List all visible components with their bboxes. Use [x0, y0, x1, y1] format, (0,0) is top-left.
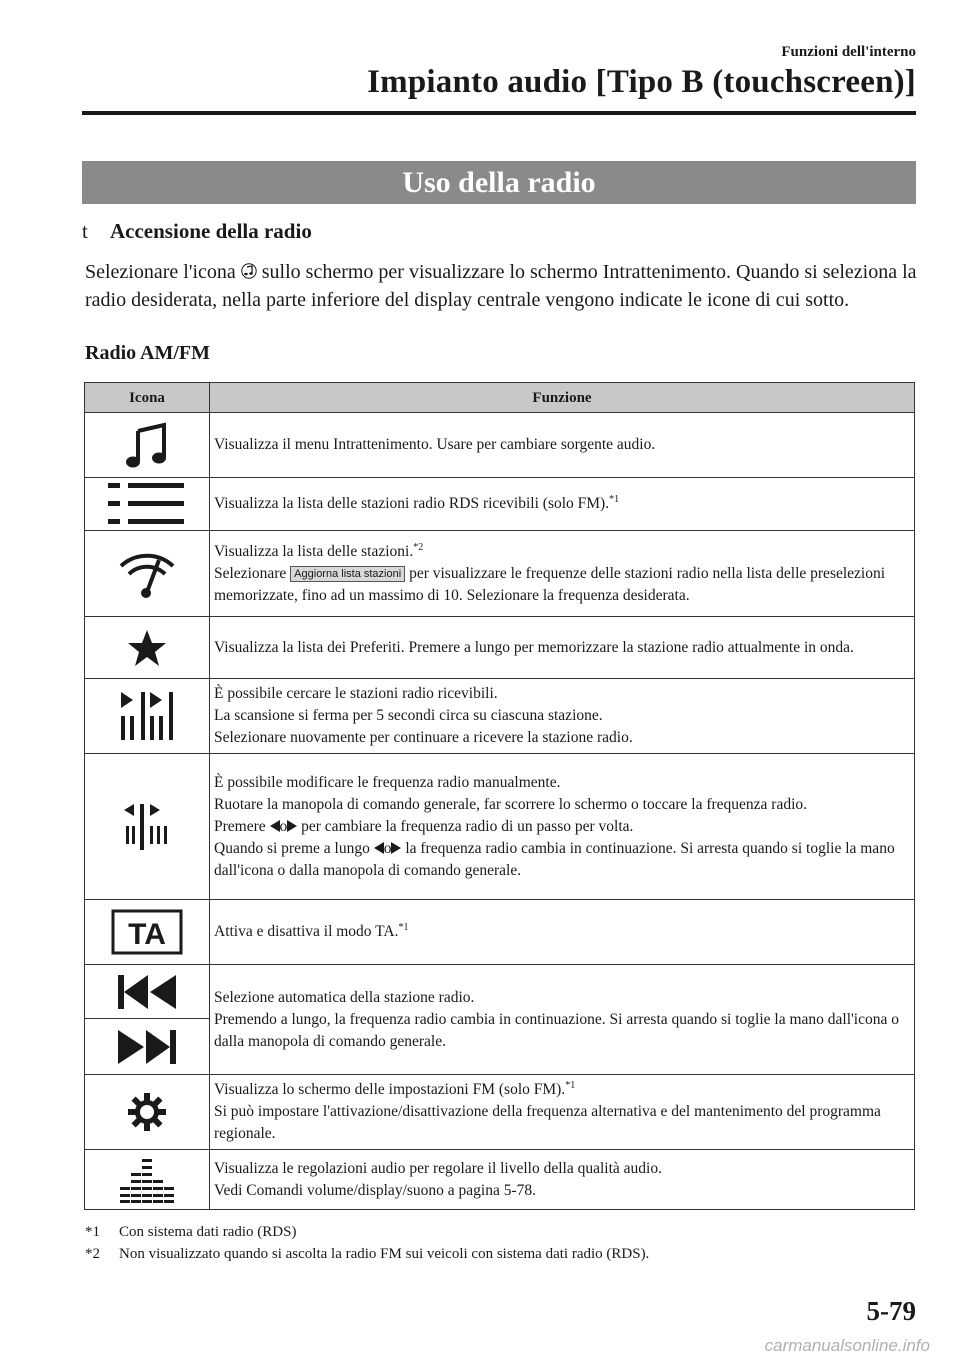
entertainment-icon	[241, 262, 257, 280]
intro-text-a: Selezionare l'icona	[85, 261, 236, 283]
seek-back-icon	[116, 973, 178, 1011]
row-text: Visualizza la lista dei Preferiti. Premere a lungo per memorizzare la stazione radio attualmente in onda.	[214, 638, 854, 656]
col-function-header: Funzione	[210, 383, 915, 413]
music-note-icon	[124, 421, 170, 469]
table-row	[85, 679, 915, 754]
tune-icon	[122, 802, 172, 852]
table-row	[85, 965, 915, 1075]
table-row	[85, 1075, 915, 1150]
watermark: carmanualsonline.info	[764, 1336, 930, 1355]
row-text: Quando si preme a lungo	[214, 839, 370, 857]
row-text: È possibile modificare le frequenza radio manualmente.	[214, 773, 561, 791]
icon-cell	[85, 531, 210, 617]
footnote-mark: *2	[85, 1246, 100, 1262]
equalizer-icon	[120, 1157, 174, 1203]
table-row	[85, 413, 915, 478]
row-text: Premendo a lungo, la frequenza radio cambia in continuazione. Si arresta quando si toglie la mano dall'icona o dalla manopola di comando generale.	[214, 1010, 899, 1050]
page-title: Impianto audio [Tipo B (touchscreen)]	[367, 64, 916, 100]
footnote	[85, 1224, 296, 1241]
row-text: Visualizza la lista delle stazioni radio RDS ricevibili (solo FM).	[214, 495, 610, 512]
row-text: Selezionare nuovamente per continuare a ricevere la stazione radio.	[214, 729, 633, 746]
row-text: Attiva e disattiva il modo TA.	[214, 923, 399, 940]
icon-cell	[85, 413, 210, 478]
row-text: Visualizza la lista delle stazioni.	[214, 542, 414, 560]
subhead-radio: Radio AM/FM	[85, 342, 210, 364]
table-row	[85, 1150, 915, 1210]
function-cell	[210, 679, 915, 754]
row-text: Premere	[214, 817, 266, 835]
function-cell	[210, 413, 915, 478]
row-text: Vedi Comandi volume/display/suono a pagina 5-78.	[214, 1181, 537, 1199]
row-text: per cambiare la frequenza radio di un passo per volta.	[301, 817, 634, 835]
page-number: 5-79	[866, 1296, 916, 1326]
seek-forward-icon	[116, 1028, 178, 1066]
footnote	[85, 1246, 649, 1263]
tune-left-icon	[270, 820, 280, 832]
table-row	[85, 617, 915, 679]
tune-right-icon	[391, 842, 401, 854]
function-cell	[210, 1075, 915, 1150]
footnote-mark: *1	[85, 1224, 100, 1240]
table-row	[85, 900, 915, 965]
footnote-text: Con sistema dati radio (RDS)	[119, 1224, 297, 1240]
row-text: Visualizza il menu Intrattenimento. Usare per cambiare sorgente audio.	[214, 436, 656, 453]
ta-label: TA	[128, 918, 166, 951]
row-text: La scansione si ferma per 5 secondi circa su ciascuna stazione.	[214, 707, 603, 724]
row-text: Selezione automatica della stazione radio.	[214, 988, 475, 1006]
list-icon	[108, 479, 186, 529]
tune-right-icon	[287, 820, 297, 832]
or-text: o	[279, 817, 288, 835]
row-text: Si può impostare l'attivazione/disattivazione della frequenza alternativa e del mantenimento del programma regionale.	[214, 1103, 881, 1142]
function-cell	[210, 531, 915, 617]
function-cell	[210, 754, 915, 900]
icon-cell	[85, 754, 210, 900]
aggiorna-lista-button[interactable]: Aggiorna lista stazioni	[290, 566, 405, 582]
icon-cell	[85, 617, 210, 679]
section-banner: Uso della radio	[82, 161, 916, 204]
row-text: Selezionare	[214, 564, 287, 582]
row-text: È possibile cercare le stazioni radio ricevibili.	[214, 685, 498, 702]
ta-icon	[111, 909, 183, 955]
function-cell	[210, 965, 915, 1075]
footnote-ref: *2	[413, 541, 424, 553]
table-row	[85, 754, 915, 900]
icon-cell	[85, 1075, 210, 1150]
function-cell	[210, 1150, 915, 1210]
icon-cell	[85, 900, 210, 965]
icon-cell	[85, 478, 210, 531]
function-cell	[210, 900, 915, 965]
subsection-bullet: t	[82, 219, 88, 243]
row-text: Visualizza le regolazioni audio per regolare il livello della qualità audio.	[214, 1159, 662, 1177]
function-cell	[210, 617, 915, 679]
table-header	[85, 383, 915, 413]
footnote-ref: *1	[609, 493, 620, 505]
star-icon	[127, 628, 167, 668]
intro-text-b: sullo schermo per visualizzare lo schermo Intrattenimento. Quando si seleziona la radio desiderata, nella parte inferiore del display centrale vengono indicate le icone di cui sotto.	[85, 261, 917, 311]
row-text: per visualizzare le frequenze delle stazioni radio nella lista delle preselezioni memorizzate, fino ad un massimo di 10. Selezionare la frequenza desiderata.	[214, 564, 886, 604]
icon-cell	[85, 965, 210, 1075]
icon-cell	[85, 1150, 210, 1210]
col-icon-header: Icona	[85, 383, 210, 413]
subsection-title	[82, 219, 312, 244]
footnote-text: Non visualizzato quando si ascolta la radio FM sui veicoli con sistema dati radio (RDS).	[119, 1246, 650, 1262]
row-text: la frequenza radio cambia in continuazione. Si arresta quando si toglie la mano dall'icona o dalla manopola di comando generale.	[214, 839, 895, 879]
footnote-ref: *1	[398, 921, 409, 933]
or-text: o	[383, 839, 392, 857]
intro-paragraph	[85, 258, 917, 314]
subsection-label: Accensione della radio	[110, 219, 312, 243]
row-text: Visualizza lo schermo delle impostazioni FM (solo FM).	[214, 1081, 566, 1098]
icon-cell	[85, 679, 210, 754]
table-row	[85, 531, 915, 617]
antenna-icon	[117, 548, 177, 600]
header-rule	[82, 111, 916, 115]
tune-left-icon	[374, 842, 384, 854]
header-section: Funzioni dell'interno	[781, 44, 916, 60]
scan-icon	[117, 690, 177, 742]
gear-icon	[127, 1092, 167, 1132]
function-table	[84, 382, 915, 1210]
function-cell	[210, 478, 915, 531]
table-row	[85, 478, 915, 531]
row-text: Ruotare la manopola di comando generale, far scorrere lo schermo o toccare la frequenza radio.	[214, 795, 808, 813]
footnote-ref: *1	[565, 1079, 576, 1091]
